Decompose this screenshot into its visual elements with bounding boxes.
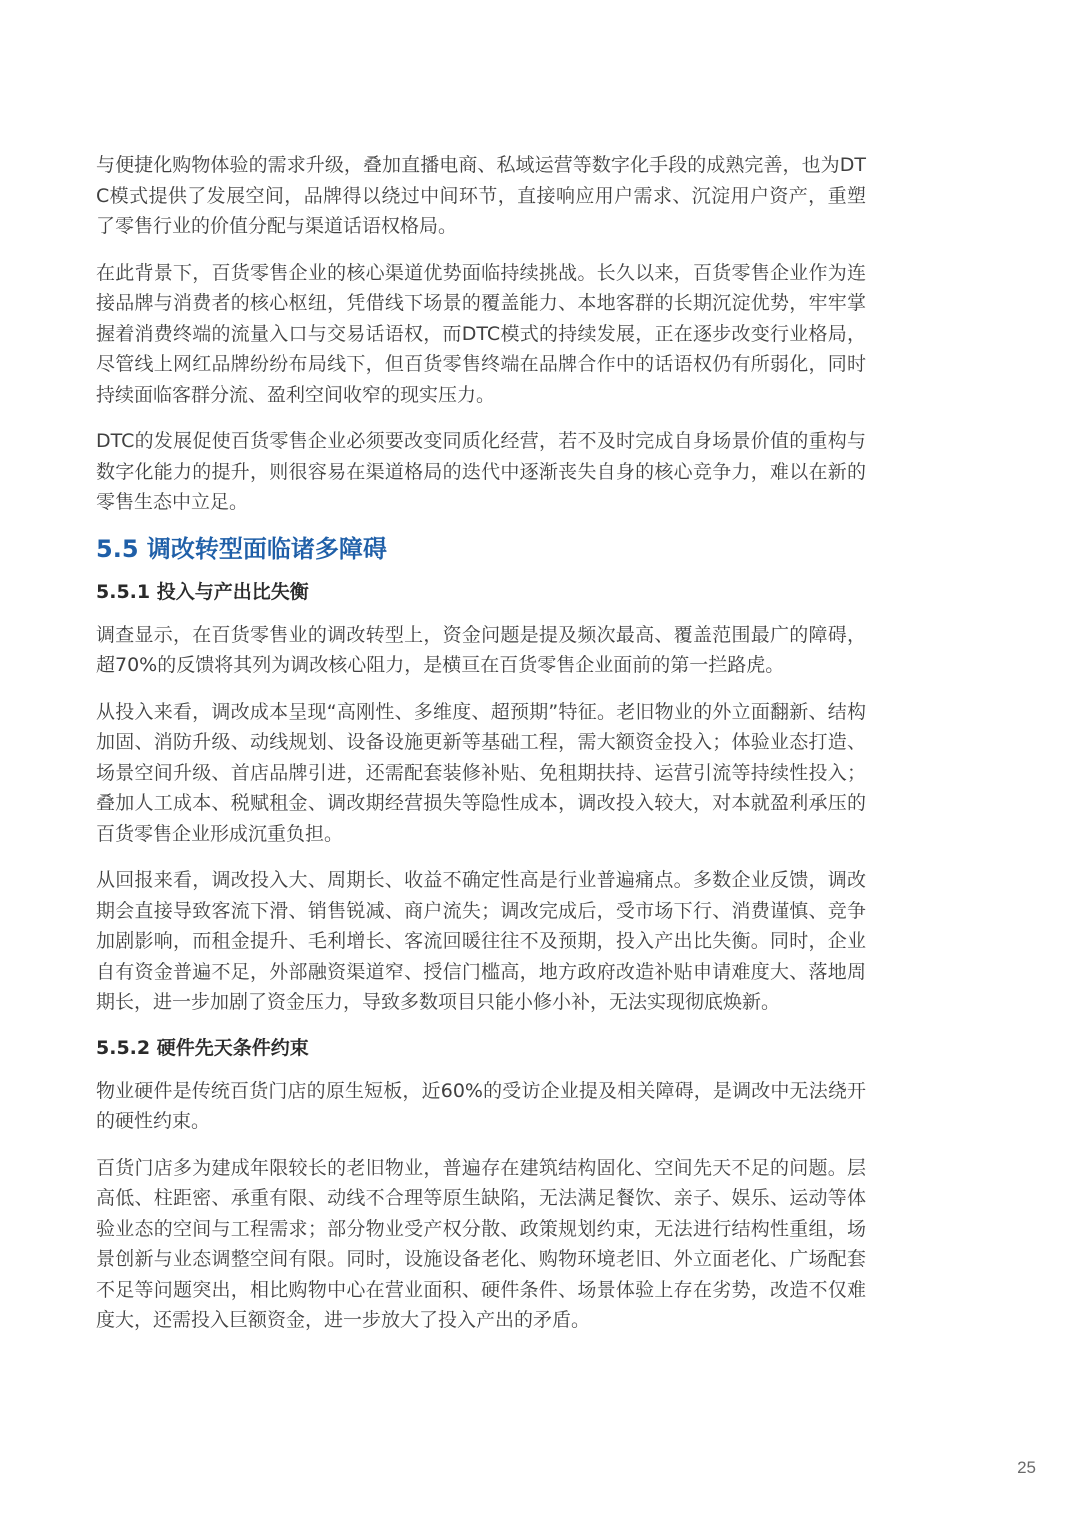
paragraph-5-5-2-a: 物业硬件是传统百货门店的原生短板，近60%的受访企业提及相关障碍，是调改中无法绕开的硬性约束。 bbox=[96, 1079, 866, 1132]
subsection-heading-5-5-2: 5.5.2 硬件先天条件约束 bbox=[96, 1036, 309, 1059]
intro-paragraph-1: 与便捷化购物体验的需求升级，叠加直播电商、私域运营等数字化手段的成熟完善，也为DTC模式提供了发展空间，品牌得以绕过中间环节，直接响应用户需求、沉淀用户资产，重塑了零售行业的价值分配与渠道话语权格局。 bbox=[96, 154, 866, 237]
page-content bbox=[96, 150, 866, 1352]
paragraph-5-5-1-a: 调查显示，在百货零售业的调改转型上，资金问题是提及频次最高、覆盖范围最广的障碍，超70%的反馈将其列为调改核心阻力，是横亘在百货零售企业面前的第一拦路虎。 bbox=[96, 623, 866, 676]
subsection-heading-5-5-1: 5.5.1 投入与产出比失衡 bbox=[96, 580, 309, 603]
intro-paragraph-3: DTC的发展促使百货零售企业必须要改变同质化经营，若不及时完成自身场景价值的重构与数字化能力的提升，则很容易在渠道格局的迭代中逐渐丧失自身的核心竞争力，难以在新的零售生态中立足。 bbox=[96, 430, 866, 513]
paragraph-5-5-1-c: 从回报来看，调改投入大、周期长、收益不确定性高是行业普遍痛点。多数企业反馈，调改期会直接导致客流下滑、销售锐减、商户流失；调改完成后，受市场下行、消费谨慎、竞争加剧影响，而租金提升、毛利增长、客流回暖往往不及预期，投入产出比失衡。同时，企业自有资金普遍不足，外部融资渠道窄、授信门槛高，地方政府改造补贴申请难度大、落地周期长，进一步加剧了资金压力，导致多数项目只能小修小补，无法实现彻底焕新。 bbox=[96, 869, 866, 1013]
intro-paragraph-2: 在此背景下，百货零售企业的核心渠道优势面临持续挑战。长久以来，百货零售企业作为连接品牌与消费者的核心枢纽，凭借线下场景的覆盖能力、本地客群的长期沉淀优势，牢牢掌握着消费终端的流量入口与交易话语权，而DTC模式的持续发展，正在逐步改变行业格局，尽管线上网红品牌纷纷布局线下，但百货零售终端在品牌合作中的话语权仍有所弱化，同时持续面临客群分流、盈利空间收窄的现实压力。 bbox=[96, 261, 866, 406]
paragraph-5-5-2-b: 百货门店多为建成年限较长的老旧物业，普遍存在建筑结构固化、空间先天不足的问题。层高低、柱距密、承重有限、动线不合理等原生缺陷，无法满足餐饮、亲子、娱乐、运动等体验业态的空间与工程需求；部分物业受产权分散、政策规划约束，无法进行结构性重组，场景创新与业态调整空间有限。同时，设施设备老化、购物环境老旧、外立面老化、广场配套不足等问题突出，相比购物中心在营业面积、硬件条件、场景体验上存在劣势，改造不仅难度大，还需投入巨额资金，进一步放大了投入产出的矛盾。 bbox=[96, 1156, 866, 1331]
section-heading-5-5: 5.5 调改转型面临诸多障碍 bbox=[96, 534, 387, 563]
page-number: 25 bbox=[1017, 1458, 1036, 1477]
paragraph-5-5-1-b: 从投入来看，调改成本呈现“高刚性、多维度、超预期”特征。老旧物业的外立面翻新、结构加固、消防升级、动线规划、设备设施更新等基础工程，需大额资金投入；体验业态打造、场景空间升级、首店品牌引进，还需配套装修补贴、免租期扶持、运营引流等持续性投入；叠加人工成本、税赋租金、调改期经营损失等隐性成本，调改投入较大，对本就盈利承压的百货零售企业形成沉重负担。 bbox=[96, 700, 866, 845]
